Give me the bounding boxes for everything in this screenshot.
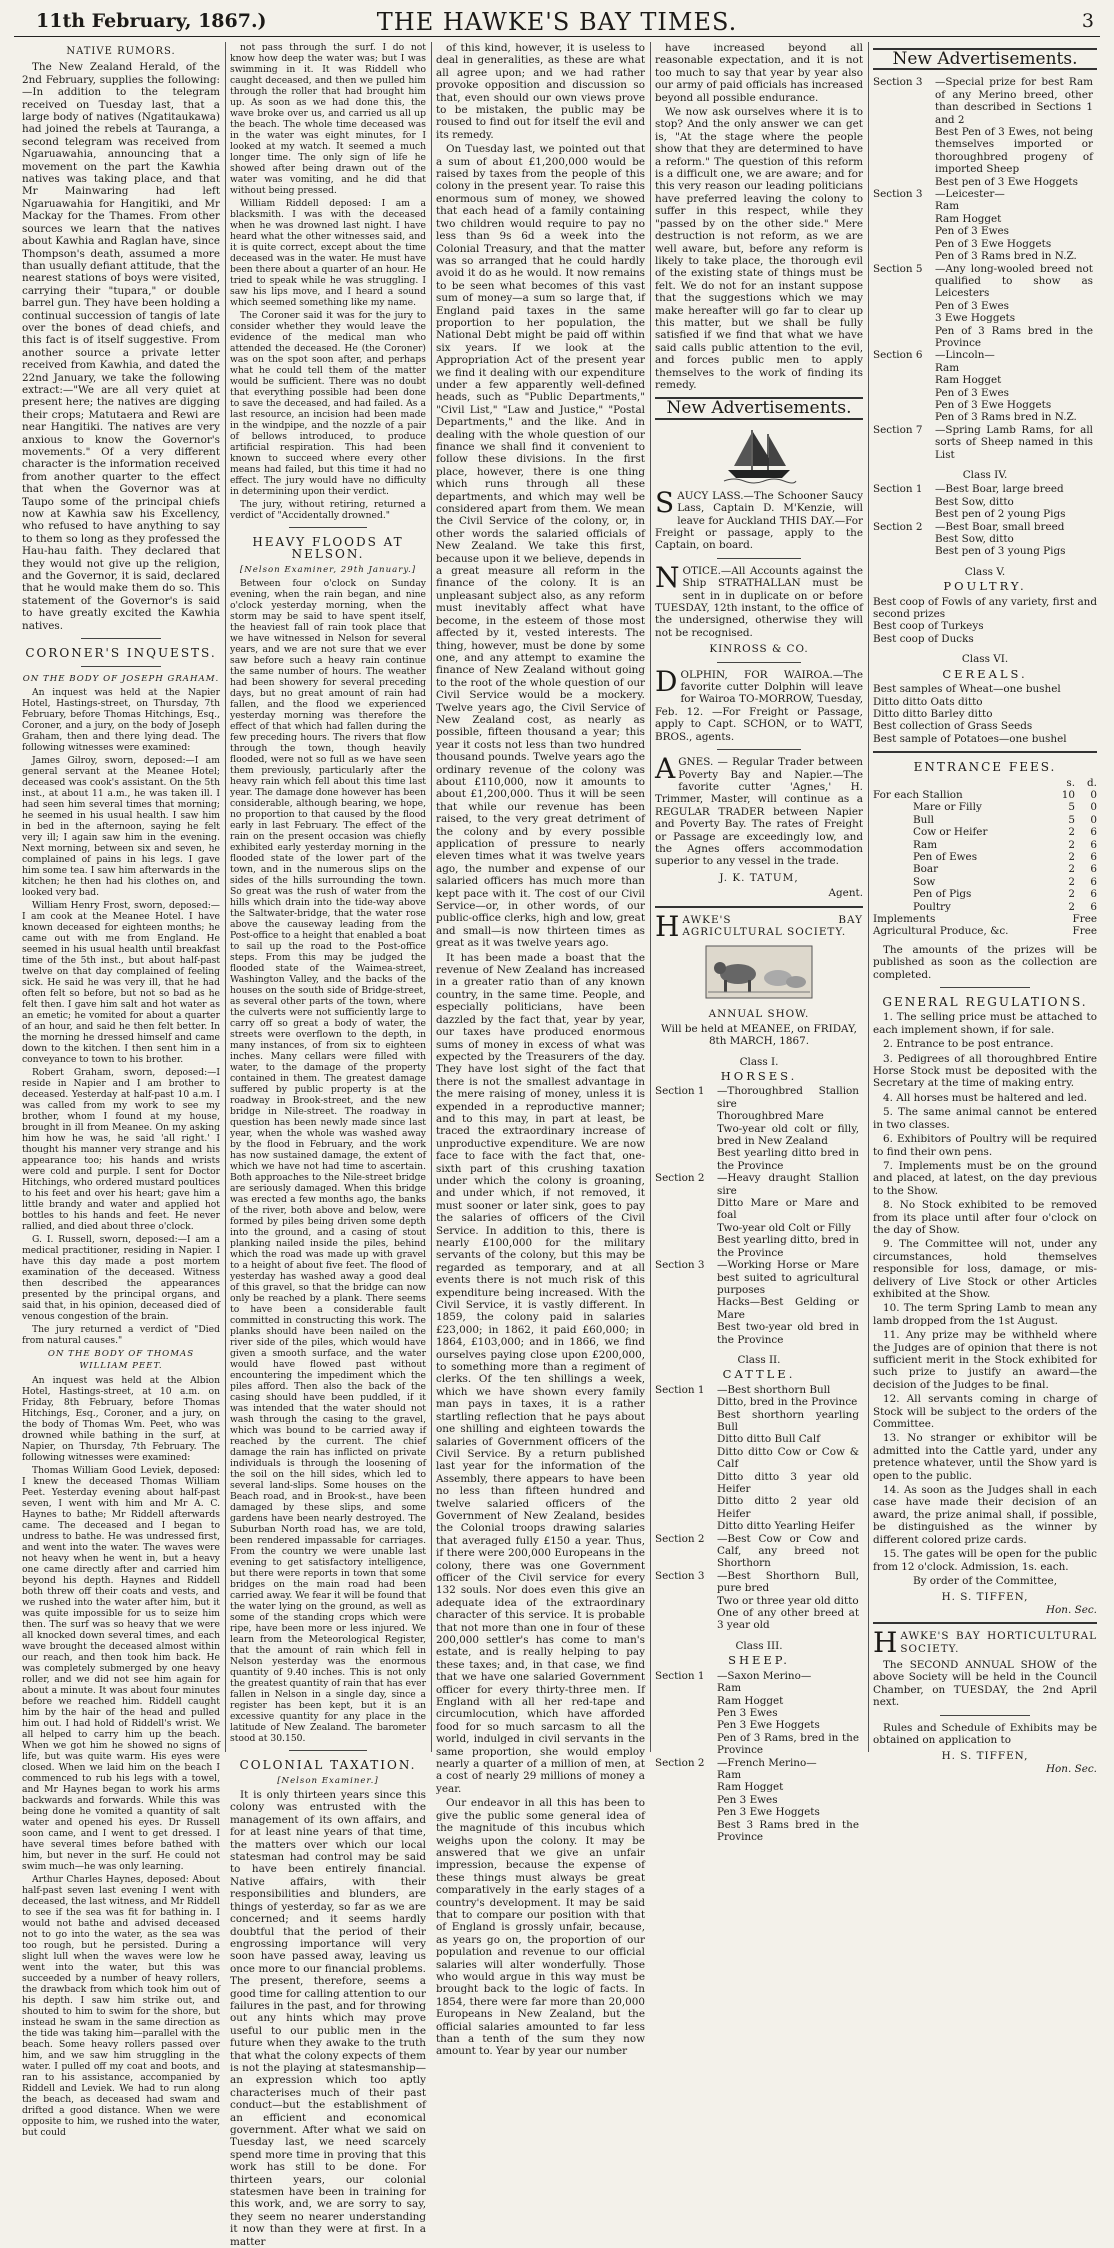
entry: Ram Hogget xyxy=(717,1781,784,1794)
section-entries xyxy=(717,1172,859,1259)
taxation-paragraph: It has been made a boast that the revenue of New Zealand has increased in a greater ratio than of any known country, in the same time. People, and especially politicians, have been dazzled by the fact that, year by year, our taxes have produced enormous sums of money in excess of what was expected by the Treasurers of the day. They have lost sight of the fact that there is not the smallest advantage in the mere raising of money, unless it is expended in a reproductive manner; and to this may, in part at least, be traced the extraordinary increase of unproductive expenditure. We are now face to face with the fact that, one-sixth part of this crushing taxation under which the colony is groaning, and under which, if not removed, it must sooner or later sink, goes to pay the salaries of officers of the Civil Service. In addition to this, there is nearly £100,000 for the military servants of the colony, but this may be regarded as temporary, and at all events there is not much risk of this expenditure being increased. With the Civil Service, it is vastly different. In 1859, the colony paid in salaries £23,000; in 1862, it paid £60,000; in 1864, £103,000; and in 1866, we find ourselves paying close upon £200,000, to something more than a regiment of clerks. Of the ten shillings a week, which we have shown every family man pays in taxes, it is a rather startling reflection that he pays about one shilling and eighteen towards the salaries of Government officers of the Civil Service. By a return published last year for the information of the Assembly, there appears to have been no less than fifteen hundred and twelve salaried officers of the Government of New Zealand, besides the Colonial troops drawing salaries that averaged fully £150 a year. Thus, if there were 200,000 Europeans in the colony, there was one Government officer of the Civil service for every 132 souls. Nor does even this give an adequate idea of the extraordinary character of this service. It is probable that not more than one in four of these 200,000 settler's has come to man's estate, and is really helping to pay these taxes; and, in that case, we find that we have one salaried Government officer for every thirty-three men. If England with all her red-tape and circumlocution, which have afforded food for so much sarcasm to all the world, indulged in civil servants in the same proportion, she would employ nearly a quarter of a million of men, at a cost of nearly 29 millions of money a year. xyxy=(436,951,645,1795)
fee-shillings: Free xyxy=(1072,913,1097,925)
entry: —Best Boar, large breed xyxy=(935,483,1064,496)
entry: Best pen of 3 Ewe Hoggets xyxy=(935,175,1078,188)
sheep-sections-continued xyxy=(873,76,1097,461)
horticultural-show-text: The SECOND ANNUAL SHOW of the above Society will be held in the Council Chamber, on TUESDAY, the 2nd April next. xyxy=(873,1658,1097,1709)
entry: —Heavy draught Stallion sire xyxy=(717,1172,859,1197)
section-row xyxy=(655,1670,863,1757)
class-4-sections xyxy=(873,483,1097,557)
advert-body: GNES. — Regular Trader between Poverty Bay and Napier.—The favorite cutter 'Agnes,' H. Trimmer, Master, will continue as a REGULAR TRADER between Napier and Poverty Bay. The rates of Freight or Passage are exceedingly low, and the Agnes offers accommodation superior to any vessel in the trade. xyxy=(655,756,863,868)
fee-shillings: 2 xyxy=(1068,900,1075,913)
show-date-line: Will be held at MEANEE, on FRIDAY, 8th MARCH, 1867. xyxy=(661,1022,857,1048)
entry: Ram Hogget xyxy=(935,374,1002,387)
table-row xyxy=(873,925,1097,937)
graham-paragraph: William Henry Frost, sworn, deposed:—I am cook at the Meanee Hotel. I have known deceased for eighteen months; he came out with me from England. He seemed in his usual health until breakfast time of the 5th inst., but about half-past twelve on that day complained of feeling sick. He said he was very ill, that he had often felt so before, but not so bad as he felt then. I gave him salt and hot water as an emetic; he vomited for about a quarter of an hour, and said he then felt better. In the morning he dressed himself and came down to the kitchen. I then sent him in a conveyance to town to his brother. xyxy=(22,899,220,1065)
entry: Pen 3 Ewe Hoggets xyxy=(717,1719,820,1732)
fee-pence: 0 xyxy=(1090,788,1097,801)
drop-cap: H xyxy=(873,1626,898,1660)
section-entries xyxy=(935,188,1093,262)
horticultural-society-advert xyxy=(873,1626,1097,1660)
entry: Ditto Mare or Mare and foal xyxy=(717,1197,859,1222)
regulation-item: 9. The Committee will not, under any circumstances, hold themselves responsible for loss, damage, or mis-delivery of Live Stock or other Articles exhibited at the Show. xyxy=(873,1238,1097,1300)
fee-item: Cow or Heifer xyxy=(913,826,988,839)
entry: Pen of 3 Ewes xyxy=(935,386,1009,399)
section-row xyxy=(655,1259,863,1346)
inquest-paragraph: The Coroner said it was for the jury to consider whether they would leave the evidence of the medical man who attended the deceased. He (the Coroner) was on the spot soon after, and perhaps what he could tell them of the matter would be sufficient. There was no doubt that everything possible had been done to save the deceased, and had failed. As a last resource, an incision had been made in the windpipe, and the nozzle of a pair of bellows introduced, to produce artificial respiration. This had been known to succeed where every other means had failed, but this time it had no effect. The jury would have no difficulty in determining upon their verdict. xyxy=(230,310,426,497)
column-3 xyxy=(436,42,645,2058)
fee-pence: 6 xyxy=(1090,838,1097,851)
entry: Two-year old colt or filly, bred in New Zealand xyxy=(717,1122,859,1148)
class-name: CEREALS. xyxy=(942,666,1028,681)
native-rumors-heading: NATIVE RUMORS. xyxy=(66,46,176,57)
section-row xyxy=(873,424,1097,461)
section-row xyxy=(873,521,1097,558)
column-1 xyxy=(22,42,220,2138)
regulation-item: 5. The same animal cannot be entered in two classes. xyxy=(873,1106,1097,1131)
society-name: AWKE'S BAY AGRICULTURAL SOCIETY. xyxy=(682,913,863,938)
annual-show-heading: ANNUAL SHOW. xyxy=(708,1008,810,1021)
fee-shillings: 2 xyxy=(1068,850,1075,863)
regulation-item: 12. All servants coming in charge of Stock will be subject to the orders of the Committee. xyxy=(873,1393,1097,1431)
floods-heading: HEAVY FLOODS AT NELSON. xyxy=(252,535,404,562)
section-label: Section 3 xyxy=(655,1569,705,1582)
entry: Ram xyxy=(935,200,960,213)
divider xyxy=(289,1750,367,1751)
drop-cap: D xyxy=(655,664,678,698)
column-rule xyxy=(650,42,651,1752)
regulation-item: 6. Exhibitors of Poultry will be required to find their own pens. xyxy=(873,1133,1097,1158)
secretary-role: Hon. Sec. xyxy=(1045,1762,1097,1775)
section-entries xyxy=(935,263,1093,350)
section-row xyxy=(873,349,1097,423)
regulation-item: 10. The term Spring Lamb to mean any lamb dropped from the 1st August. xyxy=(873,1302,1097,1327)
section-row xyxy=(655,1757,863,1844)
entry: —Special prize for best Ram of any Merino breed, other than described in Sections 1 and 2 xyxy=(935,76,1093,126)
entry: Best Sow, ditto xyxy=(935,533,1014,546)
entry: Pen 3 Ewe Hoggets xyxy=(717,1806,820,1819)
entry: —Working Horse or Mare best suited to agricultural purposes xyxy=(717,1259,859,1296)
column-header: d. xyxy=(1087,776,1097,789)
coroner-heading: CORONER'S INQUESTS. xyxy=(25,646,217,661)
advert-body: OTICE.—All Accounts against the Ship STRATHALLAN must be sent in in duplicate on or before TUESDAY, 12th instant, to the office of the undersigned, otherwise they will not be recognised. xyxy=(655,564,863,639)
section-entries xyxy=(717,1757,859,1844)
section-entries xyxy=(717,1533,859,1570)
graham-paragraph: James Gilroy, sworn, deposed:—I am general servant at the Meanee Hotel; deceased was cook's assistant. On the 5th inst., at about 11 a.m., he was taken ill. I had seen him several times that morning; he seemed in his usual health. I saw him in bed in the afternoon, saying he felt very ill; I again saw him in the evening. Next morning, between six and seven, he complained of pains in his legs. I gave him some tea. I saw him afterwards in the kitchen; he then had his clothes on, and looked very bad. xyxy=(22,754,220,898)
fee-item: Ram xyxy=(913,838,938,851)
advert-dolphin xyxy=(655,664,863,743)
advert-signature: J. K. TATUM, xyxy=(719,871,799,884)
table-row xyxy=(873,814,1097,826)
entry: Pen of 3 Rams, bred in the Province xyxy=(717,1731,859,1757)
entry: Ram xyxy=(935,361,960,374)
fee-pence: 6 xyxy=(1090,850,1097,863)
class-name: CATTLE. xyxy=(722,1367,796,1382)
section-row xyxy=(655,1085,863,1172)
regulation-item: 15. The gates will be open for the public from 12 o'clock. Admission, 1s. each. xyxy=(873,1548,1097,1573)
entry: Pen of 3 Rams bred in the Province xyxy=(935,324,1093,349)
section-entries xyxy=(717,1670,859,1757)
class-2-sections xyxy=(655,1384,863,1632)
entry: —French Merino— xyxy=(717,1756,817,1769)
colonial-taxation-source: [Nelson Examiner.] xyxy=(277,1775,379,1786)
advert-body: AUCY LASS.—The Schooner Saucy Lass, Captain D. M'Kenzie, will leave for Auckland THIS DAY.—For Freight or passage, apply to the Captain, on board. xyxy=(655,489,863,552)
entry: Thoroughbred Mare xyxy=(717,1110,824,1123)
column-header: s. xyxy=(1066,776,1075,789)
entry: Best two-year old bred in the Province xyxy=(717,1321,859,1346)
fee-item: Mare or Filly xyxy=(913,801,982,814)
new-advertisements-heading: New Advertisements. xyxy=(655,397,863,419)
table-row xyxy=(873,789,1097,801)
advert-body: OLPHIN, FOR WAIROA.—The favorite cutter Dolphin will leave for Wairoa TO-MORROW, Tuesday, Feb. 12. —For Freight or Passage, apply to Capt. SCHON, or to WATT, BROS., agents. xyxy=(655,668,863,743)
list-item: Best coop of Fowls of any variety, first and second prizes xyxy=(873,595,1097,621)
entrance-fees-heading: ENTRANCE FEES. xyxy=(913,760,1057,775)
general-regulations-heading: GENERAL REGULATIONS. xyxy=(882,995,1088,1010)
by-order-line: By order of the Committee, xyxy=(912,1574,1057,1587)
section-label: Section 3 xyxy=(873,76,923,89)
entry: Two-year old Colt or Filly xyxy=(717,1221,851,1234)
entry: Ditto ditto Cow or Cow & Calf xyxy=(717,1445,859,1471)
entry: Ditto ditto 2 year old Heifer xyxy=(717,1495,859,1520)
divider xyxy=(717,749,800,750)
entry: Best pen of 2 young Pigs xyxy=(935,508,1066,521)
entry: Best yearling ditto, bred in the Province xyxy=(717,1234,859,1259)
drop-cap: A xyxy=(655,752,676,786)
class-3-sections xyxy=(655,1670,863,1844)
class-label: Class IV. xyxy=(962,469,1008,481)
divider xyxy=(717,662,800,663)
entry: —Any long-wooled breed not qualified to show as Leicesters xyxy=(935,262,1093,300)
table-row xyxy=(873,839,1097,851)
agricultural-society-title xyxy=(655,909,863,943)
table-row xyxy=(873,888,1097,900)
entry: One of any other breed at 3 year old xyxy=(717,1607,859,1632)
native-rumors-text: The New Zealand Herald, of the 2nd February, supplies the following:—In addition to the telegram received on Tuesday last, that a large body of natives (Ngatitaukawa) had joined the rebels at Tauranga, a second telegram was received from Ngaruawahia, announcing that a movement on the part the Kawhia natives was taking place, and that Mr Mainwaring had left Ngaruawahia for Hangitiki, and Mr Mackay for the Thames. From other sources we learn that the natives about Kawhia and Raglan have, since Thompson's death, assumed a more than usually defiant attitude, that the nearest stations of boys were visited, carrying their "tupara," or double barrel gun. They have been holding a continual succession of tangis of late over the bones of dead chiefs, and this fact is of itself suggestive. From another source a private letter received from Kawhia, and dated the 22nd January, we take the following extract:—"We are all very quiet at present here; the natives are digging their crops; Matutaera and Rewi are near Hangitiki. The natives are very anxious to know the Governor's movements." Of a very different character is the information received from another quarter to the effect that when the Governor was at Taupo some of the principal chiefs now at Kawhia saw his Excellency, who refused to have anything to say to them so long as they professed the Hau-hau faith. They declared that they would not give up the religion, and the Governor, it is said, declared that he would make them do so. This statement of the Governor's is said to have greatly excited the Kawhia natives. xyxy=(22,61,220,632)
section-entries xyxy=(717,1259,859,1346)
fee-pence: 0 xyxy=(1090,813,1097,826)
entry: Two or three year old ditto xyxy=(717,1594,859,1607)
inquest-paragraph: William Riddell deposed: I am a blacksmith. I was with the deceased when he was drowned last night. I have heard what the other witnesses said, and it is quite correct, except about the time deceased was in the water. He must have been there about a quarter of an hour. He tried to speak while he was struggling. I saw his lips move, and I heard a sound which seemed something like my name. xyxy=(230,198,426,308)
peet-paragraph: Arthur Charles Haynes, deposed: About half-past seven last evening I went with deceased, the last witness, and Mr Riddell to see if the sea was fit for bathing in. I would not bathe and advised deceased not to go into the water, as the sea was too rough, but he persisted. During a slight lull when the waves were low he went into the water, but this was succeeded by a number of heavy rollers, the drawback from which took him out of his depth. I saw him strike out, and shouted to him to swim for the shore, but instead he swam in the same direction as the tide was taking him—parallel with the beach. Some heavy rollers passed over him, and we saw him struggling in the water. I pulled off my coat and boots, and ran to his assistance, accompanied by Riddell and Leviek. We had to run along the beach, as deceased had swam and drifted a good distance. When we were opposite to him, we rushed into the water, but could xyxy=(22,1873,220,2138)
section-entries xyxy=(935,424,1093,461)
entry: —Best Boar, small breed xyxy=(935,520,1065,533)
entry: Best yearling ditto bred in the Province xyxy=(717,1147,859,1172)
regulation-item: 1. The selling price must be attached to each implement shown, if for sale. xyxy=(873,1011,1097,1036)
divider xyxy=(873,751,1097,753)
cereals-list xyxy=(873,683,1097,745)
fee-item: Implements xyxy=(873,913,936,925)
section-row xyxy=(655,1384,863,1533)
entry: Best Sow, ditto xyxy=(935,495,1014,508)
entry: —Thoroughbred Stallion sire xyxy=(717,1085,859,1110)
horticultural-rules-text: Rules and Schedule of Exhibits may be obtained on application to xyxy=(873,1721,1097,1746)
section-label: Section 3 xyxy=(873,188,923,201)
section-entries xyxy=(935,76,1093,188)
page-number: 3 xyxy=(1081,10,1094,32)
section-label: Section 2 xyxy=(655,1532,705,1545)
fee-item: Bull xyxy=(913,813,934,826)
fee-item: Boar xyxy=(913,863,939,876)
fee-pence: 0 xyxy=(1090,801,1097,814)
entry: Best shorthorn yearling Bull xyxy=(717,1408,859,1433)
list-item: Ditto ditto Oats ditto xyxy=(873,695,983,708)
fee-shillings: 10 xyxy=(1061,788,1075,801)
table-row xyxy=(873,913,1097,925)
divider xyxy=(940,1715,1030,1716)
fee-shillings: 2 xyxy=(1068,863,1075,876)
fee-item: For each Stallion xyxy=(873,788,963,801)
entrance-fees-table xyxy=(873,777,1097,938)
list-item: Best collection of Grass Seeds xyxy=(873,720,1033,733)
table-row xyxy=(873,851,1097,863)
class-label: Class II. xyxy=(737,1353,781,1366)
entry: —Best Cow or Cow and Calf, any breed not Shorthorn xyxy=(717,1532,859,1570)
class-name: HORSES. xyxy=(720,1069,798,1083)
entry: Pen 3 Ewes xyxy=(717,1793,778,1806)
schooner-icon xyxy=(722,426,796,484)
column-2 xyxy=(230,42,426,2248)
section-label: Section 5 xyxy=(873,262,923,275)
floods-source: [Nelson Examiner, 29th January.] xyxy=(239,564,417,575)
list-item: Best coop of Ducks xyxy=(873,632,974,645)
fee-shillings: 2 xyxy=(1068,826,1075,839)
entry: Pen of 3 Rams bred in N.Z. xyxy=(935,250,1077,263)
entry: Ditto ditto Yearling Heifer xyxy=(717,1520,855,1533)
divider xyxy=(940,987,1030,988)
fee-shillings: 5 xyxy=(1068,813,1075,826)
graham-subheading: ON THE BODY OF JOSEPH GRAHAM. xyxy=(22,673,220,684)
advert-agnes xyxy=(655,752,863,900)
taxation-paragraph: have increased beyond all reasonable expectation, and it is not too much to say that year by year also our army of paid officials has increased beyond all possible endurance. xyxy=(655,42,863,104)
entry: —Best shorthorn Bull xyxy=(717,1383,831,1396)
table-row xyxy=(873,876,1097,888)
divider xyxy=(81,666,160,667)
entry: Hacks—Best Gelding or Mare xyxy=(717,1296,859,1321)
entry: Ditto, bred in the Province xyxy=(717,1396,858,1409)
class-name: SHEEP. xyxy=(728,1653,790,1668)
regulation-item: 11. Any prize may be withheld where the Judges are of opinion that there is not sufficient merit in the Stock exhibited for such prize to justify an award—the decision of the Judges to be final. xyxy=(873,1329,1097,1391)
class-label: Class III. xyxy=(735,1639,783,1652)
fee-item: Sow xyxy=(913,875,936,888)
entry: Pen of 3 Ewe Hoggets xyxy=(935,398,1052,411)
advert-signature: KINROSS & CO. xyxy=(709,643,809,656)
regulation-item: 4. All horses must be haltered and led. xyxy=(883,1091,1088,1104)
section-entries xyxy=(717,1085,859,1172)
list-item: Ditto ditto Barley ditto xyxy=(873,707,993,720)
section-row xyxy=(873,483,1097,520)
entry: Ram xyxy=(717,1682,742,1695)
column-rule xyxy=(868,42,869,1752)
divider xyxy=(873,1622,1097,1624)
entry: Ram xyxy=(717,1768,742,1781)
fee-shillings: 2 xyxy=(1068,888,1075,901)
colonial-taxation-heading: COLONIAL TAXATION. xyxy=(239,1758,417,1773)
section-label: Section 7 xyxy=(873,423,923,436)
entry: Ditto ditto Bull Calf xyxy=(717,1433,821,1446)
section-label: Section 2 xyxy=(873,520,923,533)
livestock-vignette-icon xyxy=(704,944,814,1000)
secretary-signature: H. S. TIFFEN, xyxy=(941,1591,1029,1604)
fee-pence: 6 xyxy=(1090,826,1097,839)
class-name: POULTRY. xyxy=(943,579,1027,594)
entry: Pen of 3 Rams bred in N.Z. xyxy=(935,411,1077,424)
issue-date: 11th February, 1867.) xyxy=(36,10,267,32)
entry: Pen of 3 Ewe Hoggets xyxy=(935,237,1052,250)
colonial-taxation-paragraph: It is only thirteen years since this colony was entrusted with the management of its own affairs, and for at least nine years of that time, the matters over which our local statesman had control may be said to have been entirely financial. Native affairs, with their responsibilities and blunders, are things of yesterday, so far as we are concerned; and it seems hardly doubtful that the period of their engrossing importance will very soon have passed away, leaving us once more to our financial problems. The present, therefore, seems a good time for calling attention to our failures in the past, and for throwing out any hints which may prove useful to our public men in the future when they awake to the truth that what the colony expects of them is not the playing at statesmanship—an expression which too aptly characterises much of their past conduct—but the establishment of an efficient and economical government. After what we said on Tuesday last, we need scarcely spend more time in proving that this work has still to be done. For thirteen years, our colonial statesmen have been in training for this work, and, we are sorry to say, they seem no nearer understanding it now than they were at first. In a matter xyxy=(230,1789,426,2248)
table-row xyxy=(873,826,1097,838)
entry: —Best Shorthorn Bull, pure bred xyxy=(717,1569,859,1595)
section-entries xyxy=(935,349,1093,423)
fee-item: Agricultural Produce, &c. xyxy=(873,925,1009,938)
entry: Pen 3 Ewes xyxy=(717,1706,778,1719)
poultry-list xyxy=(873,596,1097,646)
taxation-paragraph: of this kind, however, it is useless to deal in generalities, as these are what all agree upon; and we had rather provoke opposition and discussion so that, even should our own views prove to be mistaken, the public may be roused to find out for itself the evil and its remedy. xyxy=(436,42,645,141)
list-item: Best coop of Turkeys xyxy=(873,620,984,633)
regulations-list xyxy=(873,1011,1097,1572)
class-label: Class I. xyxy=(739,1055,779,1068)
column-rule xyxy=(431,42,432,1752)
entry: Best 3 Rams bred in the Province xyxy=(717,1818,859,1843)
inquest-paragraph: not pass through the surf. I do not know how deep the water was; but I was swimming in it. It was Riddell who caught deceased, and then we pulled him through the roller that had brought him up. As soon as we had done this, the wave broke over us, and carried us all up the beach. The whole time deceased was in the water was eight minutes, for I looked at my watch. It seemed a much longer time. The only sign of life he showed after being drawn out of the water was vomiting, and he did that without being pressed. xyxy=(230,42,426,196)
taxation-paragraph: Our endeavor in all this has been to give the public some general idea of the magnitude of this incubus which weighs upon the colony. It may be answered that we give an unfair impression, because the expense of these things must always be great comparatively in the early stages of a country's development. It may be said that to compare our position with that of England is grossly unfair, because, as years go on, the proportion of our population and revenue to our official salaries will alter wonderfully. Those who would argue in this way must be brought back to the logic of facts. In 1854, there were far more than 20,000 Europeans in New Zealand, but the official salaries amounted to far less than a tenth of the sum they now amount to. Year by year our number xyxy=(436,1797,645,2058)
section-label: Section 1 xyxy=(655,1669,705,1682)
entry: Pen of 3 Ewes xyxy=(935,299,1009,312)
entry: —Spring Lamb Rams, for all sorts of Sheep named in this List xyxy=(935,423,1093,461)
peet-subheading: ON THE BODY OF THOMAS WILLIAM PEET. xyxy=(47,1348,195,1372)
fee-pence: 6 xyxy=(1090,900,1097,913)
newspaper-title: THE HAWKE'S BAY TIMES. xyxy=(376,8,738,36)
prizes-note: The amounts of the prizes will be published as soon as the collection are completed. xyxy=(873,943,1097,981)
divider xyxy=(289,527,367,528)
column-5 xyxy=(873,42,1097,1775)
fee-shillings: 2 xyxy=(1068,875,1075,888)
entry: Pen of 3 Ewes xyxy=(935,225,1009,238)
section-row xyxy=(655,1533,863,1570)
floods-paragraph: Between four o'clock on Sunday evening, when the rain began, and nine o'clock yesterday morning, when the storm may be said to have spent itself, the heaviest fall of rain took place that we have witnessed in Nelson for several years, and we are not sure that we ever saw before such a heavy rain continue the same number of hours. The weather had been showery for several preceding days, but no great amount of rain had fallen, and the flood we experienced yesterday morning was therefore the effect of that which had fallen during the few preceding hours. The rivers that flow through the town, though heavily flooded, were not so full as we have seen them previously, particularly after the heavy rain which fell about this time last year. The damage done however has been considerable, although bearing, we hope, no proportion to that caused by the flood early in last February. The effect of the rain on the present occasion was chiefly exhibited early yesterday morning in the flooded state of the lower part of the town, and in the numerous slips on the sides of the hills surrounding the town. So great was the rush of water from the hills which drain into the tide-way above the Saltwater-bridge, that the water rose above the causeway leading from the Post-office to a height that enabled a boat to sail up the road to the Post-office steps. From this may be judged the flooded state of the Waimea-street, Washington Valley, and the backs of the houses on the south side of Bridge-street, as several other parts of the town, where the culverts were not sufficiently large to carry off so great a body of water, the streets were overflown to the depth, in many instances, of from six to eighteen inches. Many cellars were filled with water, to the damage of the property contained in them. The greatest damage suffered by public property is at the roadway in Brook-street, and the new bridge in Nile-street. The roadway in question has been newly made since last year, when the whole was washed away by the flood in February, and the work has now sustained damage, the extent of which we have not had time to ascertain. Both approaches to the Nile-street bridge are seriously damaged. When this bridge was erected a few months ago, the banks of the river, both above and below, were formed by piles being driven some depth into the ground, and a casing of stout planking nailed inside the piles, behind which the road was made up with gravel to a height of about five feet. The flood of yesterday has washed away a good deal of this gravel, so that the bridge can now only be reached by a plank. There seems to have been a considerable fault committed in constructing this work. The planks should have been nailed on the river side of the piles, which would have given a smooth surface, and the water would have flowed past without encountering the impediment which the piles afford. Then also the back of the casing should have been puddled, if it was intended that the water should not wash through the casing to the gravel, which was bound to be carried away if reached by the current. The chief damage the rain has inflicted on private individuals is through the loosening of the soil on the hill sides, which led to several land-slips. Some houses on the Beach road, and in Brook-st., have been damaged by these slips, and some gardens have been nearly destroyed. The Suburban North road has, we are told, been rendered impassable for carriages. From the country we were unable last evening to get satisfactory intelligence, but there were reports in town that some bridges on the main road had been carried away. We fear it will be found that the water lying on the ground, as well as some of the standing crops which were ripe, have been more or less injured. We learn from the Meteorological Register, that the amount of rain which fell in Nelson yesterday was the enormous quantity of 9.40 inches. This is not only the greatest quantity of rain that has ever fallen in Nelson in a single day, since a register has been kept, but it is an excessive quantity for any place in the latitude of New Zealand. The barometer stood at 30.150. xyxy=(230,578,426,1745)
column-rule xyxy=(225,42,226,1752)
fee-pence: 6 xyxy=(1090,888,1097,901)
section-entries xyxy=(717,1384,859,1533)
section-row xyxy=(655,1172,863,1259)
drop-cap: N xyxy=(655,560,680,594)
section-entries xyxy=(935,483,1093,520)
table-header-row xyxy=(873,777,1097,789)
entry: Best pen of 3 young Pigs xyxy=(935,545,1066,558)
entry: —Saxon Merino— xyxy=(717,1669,812,1682)
regulation-item: 7. Implements must be on the ground and placed, at latest, on the day previous to the Show. xyxy=(873,1159,1097,1197)
divider xyxy=(717,558,800,559)
entry: Best Pen of 3 Ewes, not being themselves imported or thoroughbred progeny of imported Sheep xyxy=(935,126,1093,176)
section-row xyxy=(873,188,1097,262)
graham-paragraph: An inquest was held at the Napier Hotel, Hastings-street, on Thursday, 7th February, before Thomas Hitchings, Esq., Coroner, and a jury, on the body of Joseph Graham, then and there lying dead. The following witnesses were examined: xyxy=(22,686,220,753)
graham-paragraph: The jury returned a verdict of "Died from natural causes." xyxy=(22,1323,220,1346)
section-label: Section 3 xyxy=(655,1259,705,1272)
advert-role: Agent. xyxy=(828,887,863,900)
fee-item: Pen of Pigs xyxy=(913,888,972,901)
society-name: AWKE'S BAY HORTICULTURAL SOCIETY. xyxy=(900,1630,1097,1655)
inquest-paragraph: The jury, without retiring, returned a verdict of "Accidentally drowned." xyxy=(230,499,426,521)
peet-paragraph: An inquest was held at the Albion Hotel, Hastings-street, at 10 a.m. on Friday, 8th February, before Thomas Hitchings, Esq., Coroner, and a jury, on the body of Thomas Wm. Peet, who was drowned while bathing in the surf, at Napier, on Thursday, 7th February. The following witnesses were examined: xyxy=(22,1374,220,1463)
fee-shillings: Free xyxy=(1072,925,1097,938)
section-label: Section 2 xyxy=(655,1756,705,1769)
divider xyxy=(81,638,160,639)
fee-item: Poultry xyxy=(913,900,951,913)
divider xyxy=(655,906,863,908)
graham-paragraph: G. I. Russell, sworn, deposed:—I am a medical practitioner, residing in Napier. I have this day made a post mortem examination of the deceased. Witness then described the appearances presented by the principal organs, and said that, in his opinion, deceased died of venous congestion of the brain. xyxy=(22,1233,220,1322)
secretary-signature: H. S. TIFFEN, xyxy=(941,1750,1029,1763)
drop-cap: S xyxy=(655,485,675,519)
section-row xyxy=(873,263,1097,350)
peet-paragraph: Thomas William Good Leviek, deposed: I knew the deceased Thomas William Peet. Yesterday evening about half-past seven, I went with him and Mr A. C. Haynes to bathe; Mr Riddell afterwards came. The deceased and I began to undress to bathe. He was undressed first, and went into the water. The waves were not heavy when he went in, but a heavy one came directly after and carried him beyond his depth. Haynes and Riddell both threw off their coats and vests, and we rushed into the water after him, but it was quite impossible for us to seize him then. The surf was so heavy that we were all knocked down several times, and each wave brought the deceased almost within our reach, and then took him back. He was completely submerged by one heavy roller, and we did not see him again for about a minute. It was about four minutes before we reached him. Riddell caught him by the hair of the head and pulled him out. I had hold of Riddell's wrist. We all helped to carry him up the beach. When we got him he showed no signs of life, but was quite warm. His eyes were closed. When we laid him on the beach I commenced to rub his legs with a towel, and Mr Haynes began to work his arms backwards and forwards. While this was being done he vomited a quantity of salt water and opened his eyes. Dr Russell soon came, and I went to get dressed. I have several times before bathed with him, but never in the surf. He could not swim much—he was only learning. xyxy=(22,1464,220,1872)
section-label: Section 1 xyxy=(873,483,923,496)
fee-item: Pen of Ewes xyxy=(913,850,978,863)
section-label: Section 2 xyxy=(655,1172,705,1185)
regulation-item: 13. No stranger or exhibitor will be admitted into the Cattle yard, under any pretence whatever, until the Show yard is open to the public. xyxy=(873,1432,1097,1482)
fee-pence: 6 xyxy=(1090,863,1097,876)
class-label: Class VI. xyxy=(961,653,1009,666)
regulation-item: 8. No Stock exhibited to be removed from its place until after four o'clock on the day of Show. xyxy=(873,1199,1097,1236)
section-row xyxy=(873,76,1097,188)
new-advertisements-heading: New Advertisements. xyxy=(873,48,1097,70)
graham-paragraph: Robert Graham, sworn, deposed:—I reside in Napier and I am brother to deceased. Yesterday at half-past 10 a.m. I was called from my work to see my brother, whom I found at my house, brought in ill from Meanee. On my asking him how he was, he said 'all right.' I thought his manner very strange and his appearance too; his hands and wrists were cold and purple. I sent for Doctor Hitchings, who ordered mustard poultices to his feet and over his heart; gave him a little brandy and water and applied hot bottles to his hands and feet. He never rallied, and died about three o'clock. xyxy=(22,1066,220,1232)
section-label: Section 1 xyxy=(655,1383,705,1396)
list-item: Best sample of Potatoes—one bushel xyxy=(873,732,1067,745)
fee-shillings: 5 xyxy=(1068,801,1075,814)
column-4 xyxy=(655,42,863,1843)
entry: Ram Hogget xyxy=(935,212,1002,225)
secretary-role: Hon. Sec. xyxy=(1045,1603,1097,1616)
fee-pence: 6 xyxy=(1090,875,1097,888)
entry: Ram Hogget xyxy=(717,1694,784,1707)
regulation-item: 2. Entrance to be post entrance. xyxy=(883,1038,1054,1051)
entry: 3 Ewe Hoggets xyxy=(935,312,1016,325)
fee-shillings: 2 xyxy=(1068,838,1075,851)
drop-cap: H xyxy=(655,909,680,943)
entry: Ditto ditto 3 year old Heifer xyxy=(717,1470,859,1495)
list-item: Best samples of Wheat—one bushel xyxy=(873,683,1061,696)
section-entries xyxy=(717,1570,859,1632)
table-row xyxy=(873,863,1097,875)
taxation-paragraph: We now ask ourselves where it is to stop? And the only answer we can get is, "At the stage where the people show that they are determined to have a reform." The question of this reform is a difficult one, we are aware; and for this very reason our leading politicians have preferred leaving the colony to suffer in this respect, while they "passed by on the other side." Mere destruction is not reform, as we are well aware, but, before any reform is likely to take place, the thorough evil of the existing state of things must be felt. We do not for an instant suppose that the suggestions which we may make hereafter will go far to clear up this matter, but we shall be fully satisfied if we find that what we have said calls public attention to the evil, and forces public men to apply themselves to the work of finding its remedy. xyxy=(655,106,863,391)
section-row xyxy=(655,1570,863,1632)
regulation-item: 14. As soon as the Judges shall in each case have made their decision of an award, the prize animal shall, if possible, be distinguished as the winner by different colored prize cards. xyxy=(873,1484,1097,1546)
taxation-paragraph: On Tuesday last, we pointed out that a sum of about £1,200,000 would be raised by taxes from the people of this colony in the present year. To raise this enormous sum of money, we showed that each head of a family containing two children would require to pay no less than 9s 6d a week into the Colonial Treasury, and that the matter was so arranged that he could hardly avoid it do as he would. It now remains to be seen what becomes of this vast sum of money—a sum so large that, if England paid taxes in the same proportion to her population, the National Debt might be paid off within six years. If we look at the Appropriation Act of the present year we find it dealing with our expenditure under a few apparently well-defined heads, such as "Public Departments," "Civil List," "Law and Justice," "Postal Departments," and the like. And in dealing with the whole question of our finance we shall find it convenient to follow these divisions. In the first place, however, there is one thing which runs through all these departments, and which may well be considered apart from them. We mean the Civil Service of the colony, or, in other words the salaried officials of New Zealand. We take this first, because upon it we believe, depends in a great measure all reform in the finance of the colony. It is an unpleasant subject also, as any reform must inevitably affect what have become, in the esteem of those most affected by it, vested interests. The thing, however, must be done by some one, and any attempt to examine the finance of New Zealand without going to the root of the whole question of our Civil Service would be a mockery. Twelve years ago, the Civil Service of New Zealand cost, as nearly as possible, fifteen thousand a year; this year it costs not less than two hundred thousand pounds. Twelve years ago the ordinary revenue of the colony was about £110,000, now it amounts to about £1,200,000. Thus it will be seen that while our revenue has been raised, to the very great detriment of the colony and by every possible application of pressure to nearly eleven times what it was twelve years ago, the number and expense of our salaried officers has much more than kept pace with it. The cost of our Civil Service—or, in other words, of our public-office clerks, high and low, great and small—is now thirteen times as great as it was twelve years ago. xyxy=(436,143,645,950)
entry: —Leicester— xyxy=(935,188,1005,201)
table-row xyxy=(873,901,1097,913)
advert-notice xyxy=(655,560,863,656)
class-1-sections xyxy=(655,1085,863,1346)
advert-saucy-lass xyxy=(655,485,863,552)
section-label: Section 1 xyxy=(655,1085,705,1098)
section-label: Section 6 xyxy=(873,349,923,362)
section-entries xyxy=(935,521,1093,558)
regulation-item: 3. Pedigrees of all thoroughbred Entire Horse Stock must be deposited with the Secretary at the time of making entry. xyxy=(873,1052,1097,1090)
class-label: Class V. xyxy=(964,565,1006,578)
entry: —Lincoln— xyxy=(935,349,995,362)
masthead xyxy=(14,6,1100,37)
table-row xyxy=(873,801,1097,813)
